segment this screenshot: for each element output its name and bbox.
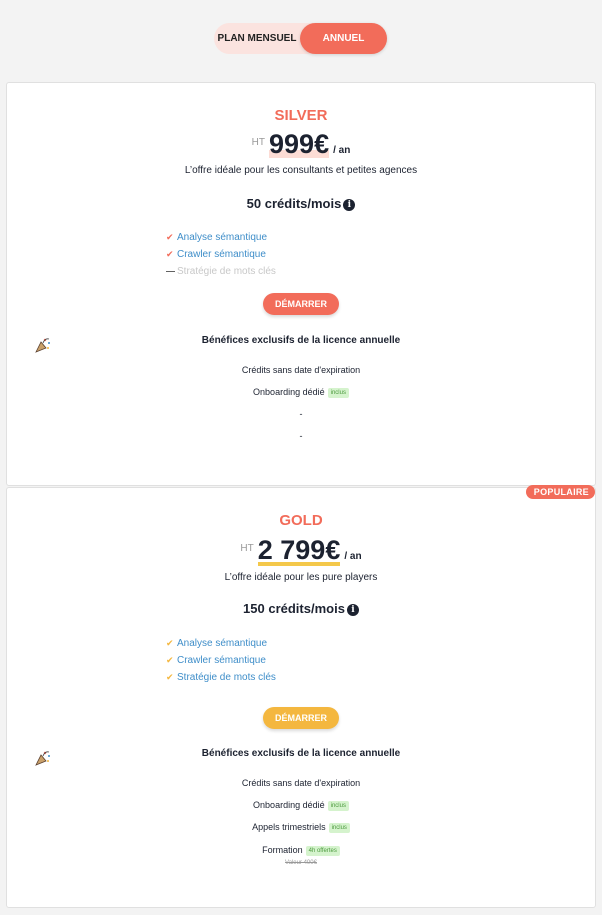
plan-card-silver xyxy=(6,82,596,486)
feature-label[interactable]: Stratégie de mots clés xyxy=(177,672,276,683)
credits-label: 150 crédits/mois xyxy=(243,601,345,616)
benefit-item: Crédits sans date d'expiration xyxy=(241,365,361,375)
benefit-item: Onboarding dédié inclus xyxy=(7,800,595,811)
benefits-title: Bénéfices exclusifs de la licence annuelle xyxy=(201,335,401,346)
toggle-annual[interactable]: ANNUEL xyxy=(300,23,387,54)
included-tag: inclus xyxy=(328,801,349,811)
start-button-silver[interactable]: DÉMARRER xyxy=(263,293,339,315)
dash-icon: — xyxy=(166,266,175,276)
feature-item xyxy=(166,652,276,669)
plan-credits xyxy=(7,601,595,616)
popular-badge: POPULAIRE xyxy=(526,485,595,499)
price-ht-label: HT xyxy=(251,137,266,148)
feature-label[interactable]: Analyse sémantique xyxy=(177,232,268,243)
feature-label: Stratégie de mots clés xyxy=(177,266,276,277)
formation-value: Valeur 400€ xyxy=(285,860,317,866)
billing-toggle[interactable] xyxy=(214,23,387,54)
included-tag: inclus xyxy=(329,823,350,833)
feature-label[interactable]: Analyse sémantique xyxy=(177,638,268,649)
check-icon: ✔ xyxy=(166,655,174,665)
feature-label[interactable]: Crawler sémantique xyxy=(177,655,266,666)
benefit-item: Appels trimestriels inclus xyxy=(7,822,595,833)
plan-tagline: L’offre idéale pour les pure players xyxy=(224,572,378,583)
offer-tag: 4h offertes xyxy=(306,846,340,856)
feature-label[interactable]: Crawler sémantique xyxy=(177,249,266,260)
feature-item xyxy=(166,229,276,246)
benefits-title: Bénéfices exclusifs de la licence annuelle xyxy=(201,748,401,759)
price-value: 2 799€ xyxy=(257,535,341,565)
check-icon: ✔ xyxy=(166,249,174,259)
info-icon[interactable]: i xyxy=(343,199,355,211)
check-icon: ✔ xyxy=(166,232,174,242)
benefit-item: - xyxy=(299,431,303,441)
benefit-item: Formation 4h offertes xyxy=(7,845,595,856)
plan-card-gold xyxy=(6,487,596,908)
feature-item xyxy=(166,669,276,686)
credits-label: 50 crédits/mois xyxy=(246,196,342,211)
feature-item xyxy=(166,263,276,280)
toggle-monthly[interactable]: PLAN MENSUEL xyxy=(217,33,297,44)
benefit-item: Onboarding dédié inclus xyxy=(7,387,595,398)
check-icon: ✔ xyxy=(166,638,174,648)
plan-name: GOLD xyxy=(279,512,323,529)
price-period: / an xyxy=(344,551,362,562)
feature-item xyxy=(166,635,276,652)
check-icon: ✔ xyxy=(166,672,174,682)
info-icon[interactable]: i xyxy=(347,604,359,616)
price-value: 999€ xyxy=(269,129,330,159)
feature-list xyxy=(166,635,276,686)
benefit-item: - xyxy=(299,409,303,419)
feature-item xyxy=(166,246,276,263)
plan-name: SILVER xyxy=(274,107,328,124)
plan-tagline: L’offre idéale pour les consultants et petites agences xyxy=(184,165,418,176)
feature-list xyxy=(166,229,276,280)
price-row xyxy=(7,535,595,566)
price-row xyxy=(7,129,595,160)
price-ht-label: HT xyxy=(240,543,254,554)
plan-credits xyxy=(7,196,595,211)
benefit-item: Crédits sans date d'expiration xyxy=(241,778,361,788)
price-period: / an xyxy=(333,145,351,156)
start-button-gold[interactable]: DÉMARRER xyxy=(263,707,339,729)
included-tag: inclus xyxy=(328,388,349,398)
